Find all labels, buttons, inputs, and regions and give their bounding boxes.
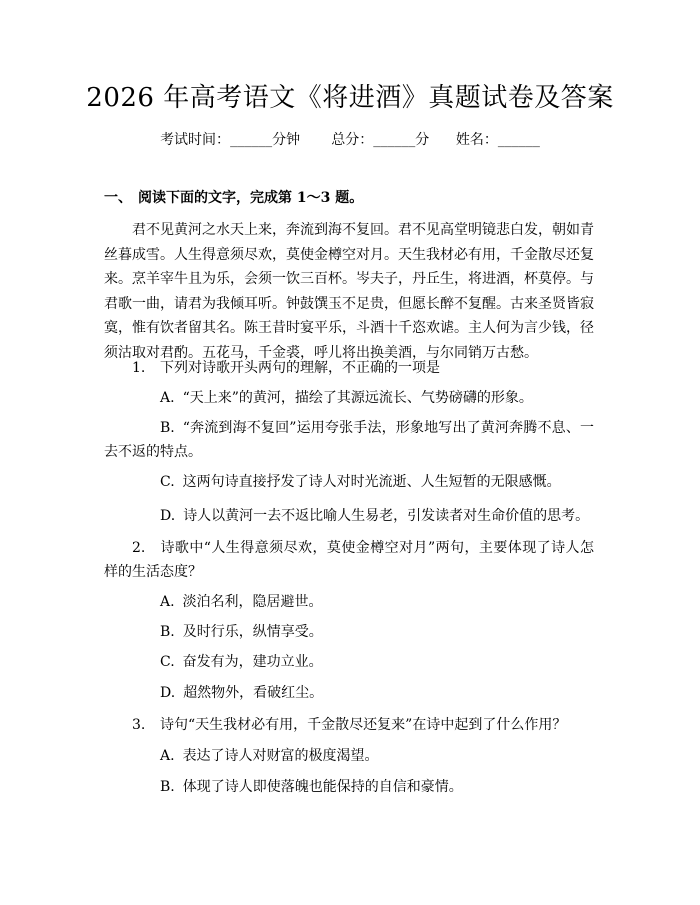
time-blank: ______ — [230, 132, 273, 148]
question-2-option-a — [104, 590, 594, 614]
section-instruction: 阅读下面的文字，完成第 1～3 题。 — [138, 190, 364, 206]
question-1 — [104, 356, 594, 380]
name-label: 姓名： — [455, 132, 498, 148]
question-3-option-a — [104, 744, 594, 768]
score-unit: 分 — [415, 132, 430, 148]
time-label: 考试时间： — [160, 132, 231, 148]
option-text: “奔流到海不复回”运用夸张手法，形象地写出了黄河奔腾不息、一去不返的特点。 — [104, 420, 594, 460]
question-1-option-c — [104, 470, 594, 494]
exam-meta-line — [0, 130, 700, 150]
score-label: 总分： — [331, 132, 374, 148]
time-unit: 分钟 — [272, 132, 301, 148]
option-text: 表达了诗人对财富的极度渴望。 — [182, 748, 379, 764]
option-letter: D. — [160, 685, 176, 701]
exam-title: 2026 年高考语文《将进酒》真题试卷及答案 — [86, 83, 614, 113]
option-text: “天上来”的黄河，描绘了其源远流长、气势磅礴的形象。 — [182, 390, 533, 406]
option-letter: C. — [160, 474, 175, 490]
option-letter: A. — [160, 390, 175, 406]
option-text: 奋发有为，建功立业。 — [182, 654, 323, 670]
question-1-option-b — [104, 416, 594, 464]
question-2-option-c — [104, 650, 594, 674]
score-blank: ______ — [373, 132, 416, 148]
question-2 — [104, 536, 594, 584]
question-number: 1. — [132, 360, 146, 376]
name-blank: ______ — [497, 132, 540, 148]
option-text: 淡泊名利，隐居避世。 — [182, 594, 323, 610]
question-1-option-d — [104, 504, 594, 528]
option-letter: C. — [160, 654, 175, 670]
section-heading — [104, 188, 363, 208]
question-3 — [104, 713, 594, 737]
option-text: 及时行乐，纵情享受。 — [182, 624, 323, 640]
option-text: 超然物外，看破红尘。 — [183, 685, 324, 701]
option-letter: B. — [160, 624, 175, 640]
option-letter: B. — [160, 779, 175, 795]
question-stem: 下列对诗歌开头两句的理解，不正确的一项是 — [160, 360, 440, 376]
option-text: 诗人以黄河一去不返比喻人生易老，引发读者对生命价值的思考。 — [183, 508, 590, 524]
question-2-option-b — [104, 620, 594, 644]
question-stem: 诗歌中“人生得意须尽欢，莫使金樽空对月”两句，主要体现了诗人怎样的生活态度？ — [104, 540, 594, 580]
option-letter: A. — [160, 748, 175, 764]
question-2-option-d — [104, 681, 594, 705]
question-3-option-b — [104, 775, 594, 799]
option-letter: D. — [160, 508, 176, 524]
option-letter: B. — [160, 420, 175, 436]
question-number: 3. — [132, 717, 146, 733]
question-number: 2. — [132, 540, 146, 556]
option-text: 这两句诗直接抒发了诗人对时光流逝、人生短暂的无限感慨。 — [182, 474, 561, 490]
poem-passage: 君不见黄河之水天上来，奔流到海不复回。君不见高堂明镜悲白发，朝如青丝暮成雪。人生得意须尽欢，莫使金樽空对月。天生我材必有用，千金散尽还复来。烹羊宰牛且为乐，会须一饮三百杯。岑夫子，丹丘生，将进酒，杯莫停。与君歌一曲，请君为我倾耳听。钟鼓馔玉不足贵，但愿长醉不复醒。古来圣贤皆寂寞，惟有饮者留其名。陈王昔时宴平乐，斗酒十千恣欢谑。主人何为言少钱，径须沽取对君酌。五花马，千金裘，呼儿将出换美酒，与尔同销万古愁。 — [104, 222, 594, 361]
question-stem: 诗句“天生我材必有用，千金散尽还复来”在诗中起到了什么作用？ — [160, 717, 567, 733]
question-1-option-a — [104, 386, 594, 410]
section-number: 一、 — [104, 190, 132, 206]
option-letter: A. — [160, 594, 175, 610]
option-text: 体现了诗人即使落魄也能保持的自信和豪情。 — [182, 779, 463, 795]
